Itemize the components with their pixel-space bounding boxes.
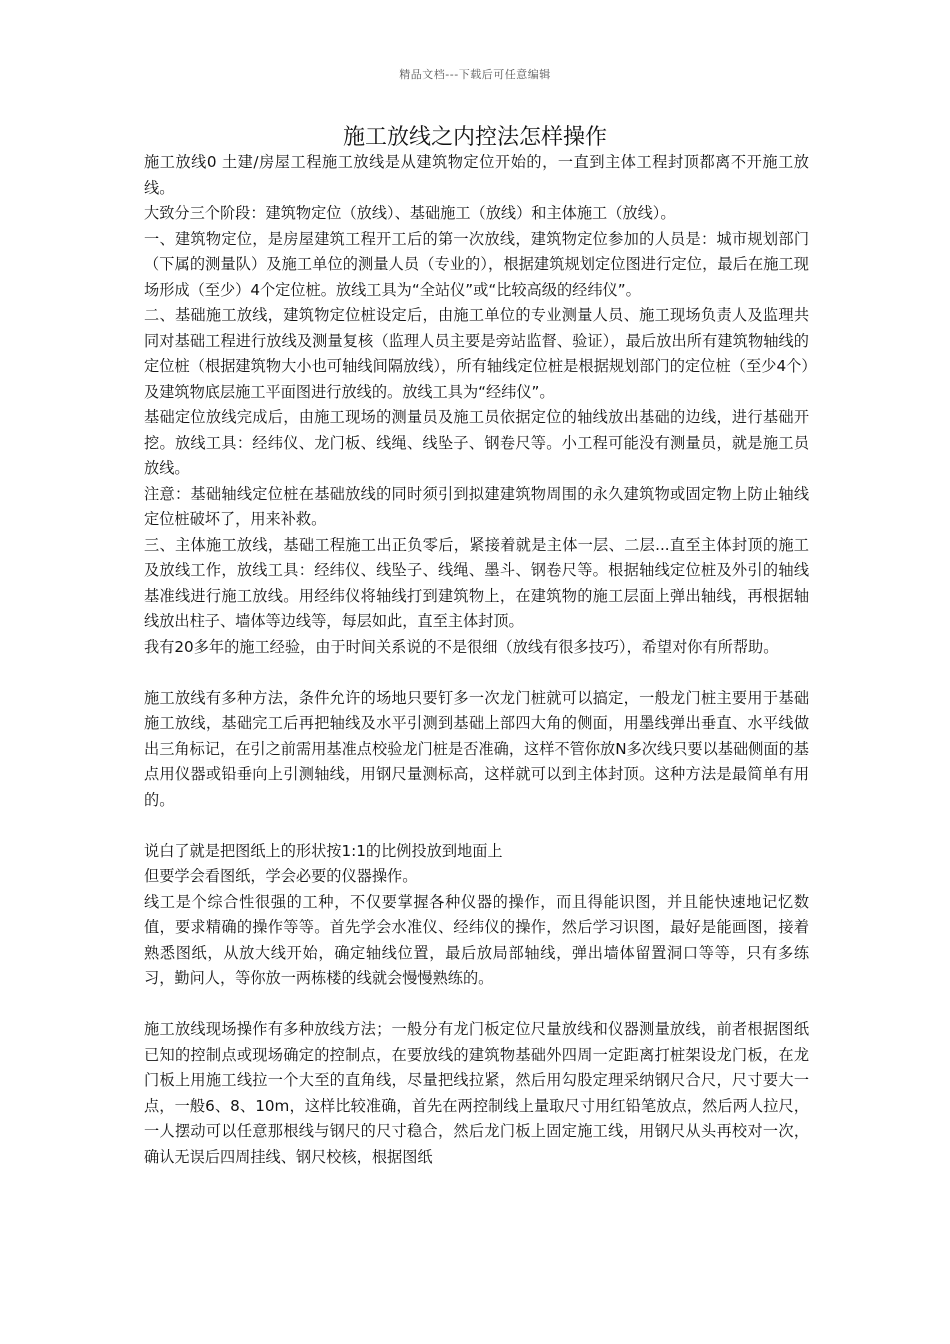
paragraph: 线工是个综合性很强的工种，不仅要掌握各种仪器的操作，而且得能识图，并且能快速地记忆数值，要求精确的操作等等。首先学会水准仪、经纬仪的操作，然后学习识图，最好是能画图，接着熟悉图纸，从放大线开始，确定轴线位置，最后放局部轴线，弹出墙体留置洞口等等，只有多练习，勤问人，等你放一两栋楼的线就会慢慢熟练的。 bbox=[144, 892, 809, 987]
paragraph: 我有20多年的施工经验，由于时间关系说的不是很细（放线有很多技巧），希望对你有所帮助。 bbox=[144, 637, 779, 656]
blank-line bbox=[144, 813, 809, 839]
paragraph: 施工放线有多种方法，条件允许的场地只要钉多一次龙门桩就可以搞定，一般龙门桩主要用于基础施工放线，基础完工后再把轴线及水平引测到基础上部四大角的侧面，用墨线弹出垂直、水平线做出三角标记，在引之前需用基准点校验龙门桩是否准确，这样不管你放N多次线只要以基础侧面的基点用仪器或铅垂向上引测轴线，用钢尺量测标高，这样就可以到主体封顶。这种方法是最简单有用的。 bbox=[144, 688, 809, 809]
blank-line bbox=[144, 992, 809, 1018]
paragraph: 注意：基础轴线定位桩在基础放线的同时须引到拟建建筑物周围的永久建筑物或固定物上防止轴线定位桩破坏了，用来补救。 bbox=[144, 484, 809, 528]
blank-line bbox=[144, 660, 809, 686]
paragraph: 大致分三个阶段：建筑物定位（放线）、基础施工（放线）和主体施工（放线）。 bbox=[144, 204, 676, 222]
paragraph: 基础定位放线完成后，由施工现场的测量员及施工员依据定位的轴线放出基础的边线，进行基础开挖。放线工具：经纬仪、龙门板、线绳、线坠子、钢卷尺等。小工程可能没有测量员，就是施工员放线。 bbox=[144, 408, 809, 477]
paragraph: 但要学会看图纸，学会必要的仪器操作。 bbox=[144, 867, 418, 885]
paragraph: 施工放线0 土建/房屋工程施工放线是从建筑物定位开始的，一直到主体工程封顶都离不开施工放线。 bbox=[144, 153, 809, 197]
document-title: 施工放线之内控法怎样操作 bbox=[342, 125, 607, 150]
paragraph: 施工放线现场操作有多种放线方法；一般分有龙门板定位尺量放线和仪器测量放线，前者根据图纸已知的控制点或现场确定的控制点，在要放线的建筑物基础外四周一定距离打桩架设龙门板，在龙门板上用施工线拉一个大至的直角线，尽量把线拉紧，然后用勾股定理采纳钢尺合尺，尺寸要大一点，一般6、8、10m，这样比较准确，首先在两控制线上量取尺寸用红铅笔放点，然后两人拉尺，一人摆动可以任意那根线与钢尺的尺寸稳合，然后龙门板上固定施工线，用钢尺从头再校对一次，确认无误后四周挂线、钢尺校核，根据图纸 bbox=[144, 1020, 809, 1166]
paragraph: 二、基础施工放线，建筑物定位桩设定后，由施工单位的专业测量人员、施工现场负责人及监理共同对基础工程进行放线及测量复核（监理人员主要是旁站监督、验证），最后放出所有建筑物轴线的定位桩（根据建筑物大小也可轴线间隔放线），所有轴线定位桩是根据规划部门的定位桩（至少4个）及建筑物底层施工平面图进行放线的。放线工具为“经纬仪”。 bbox=[144, 306, 809, 401]
paragraph: 说白了就是把图纸上的形状按1:1的比例投放到地面上 bbox=[144, 841, 503, 860]
paragraph: 一、建筑物定位，是房屋建筑工程开工后的第一次放线，建筑物定位参加的人员是：城市规划部门（下属的测量队）及施工单位的测量人员（专业的），根据建筑规划定位图进行定位，最后在施工现场形成（至少）4个定位桩。放线工具为“全站仪”或“比较高级的经纬仪”。 bbox=[144, 229, 809, 299]
header-note: 精品文档---下载后可任意编辑 bbox=[399, 68, 551, 81]
document-body bbox=[144, 150, 809, 1170]
paragraph: 三、主体施工放线，基础工程施工出正负零后，紧接着就是主体一层、二层...直至主体封顶的施工及放线工作，放线工具：经纬仪、线坠子、线绳、墨斗、钢卷尺等。根据轴线定位桩及外引的轴线基准线进行施工放线。用经纬仪将轴线打到建筑物上，在建筑物的施工层面上弹出轴线，再根据轴线放出柱子、墙体等边线等，每层如此，直至主体封顶。 bbox=[144, 535, 809, 630]
